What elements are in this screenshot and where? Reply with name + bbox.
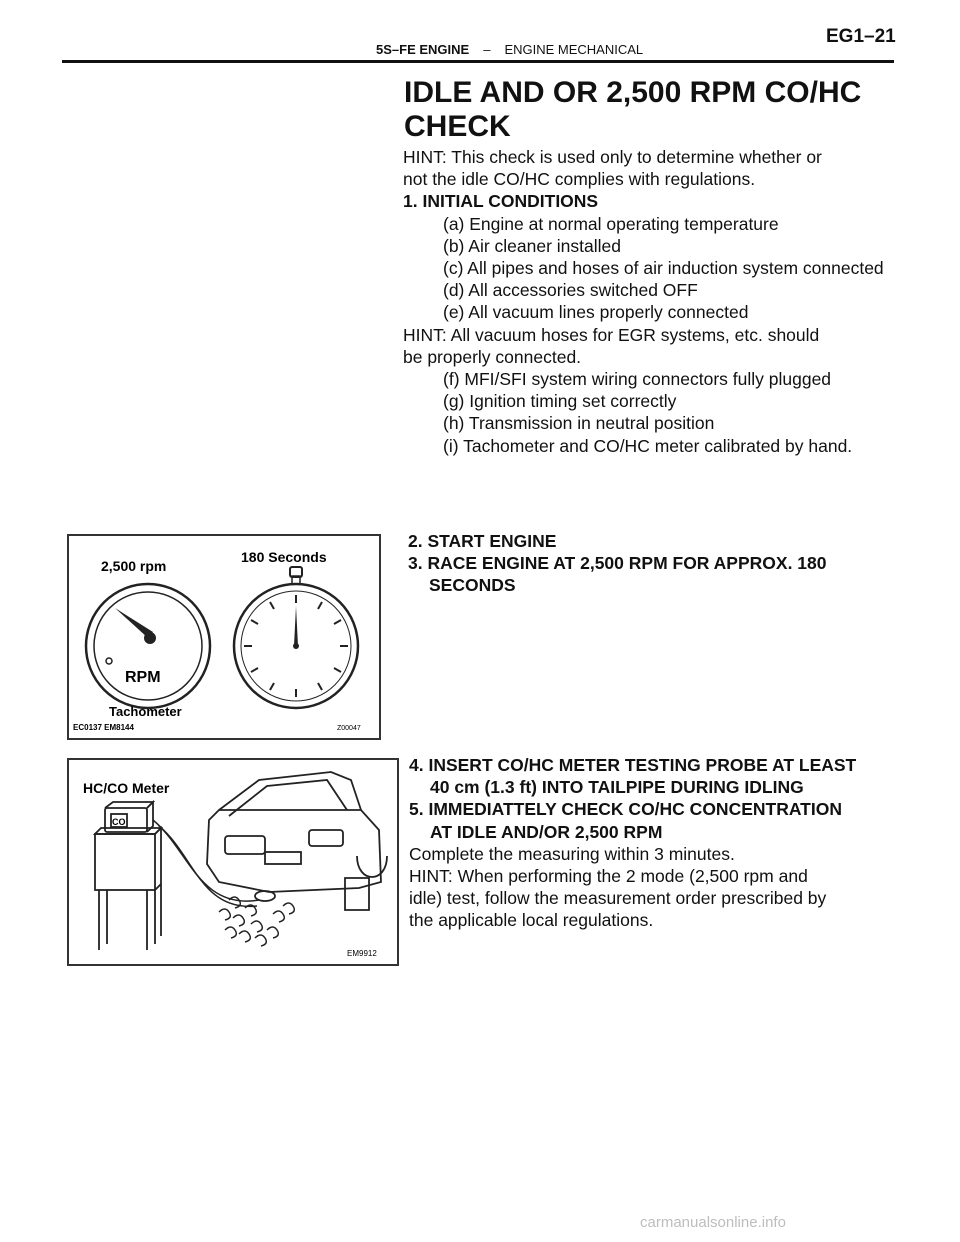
footer-watermark: carmanualsonline.info [640, 1214, 786, 1231]
meter-stand-icon [95, 802, 161, 950]
seconds-label: 180 Seconds [241, 549, 327, 565]
meter-face-label: CO [112, 817, 126, 827]
text-line: the applicable local regulations. [409, 910, 654, 931]
text-line: not the idle CO/HC complies with regulations. [403, 169, 756, 190]
section-start-engine [408, 530, 827, 597]
header-engine: 5S–FE ENGINE [376, 42, 470, 57]
figure2-code: EM9912 [347, 949, 377, 958]
text-line: 2. START ENGINE [408, 531, 557, 551]
page-title: IDLE AND OR 2,500 RPM CO/HC CHECK [404, 76, 862, 143]
text-line: 1. INITIAL CONDITIONS [403, 191, 599, 212]
header-separator: – [483, 42, 491, 57]
text-line: (d) All accessories switched OFF [443, 280, 698, 301]
text-line: (a) Engine at normal operating temperature [443, 213, 779, 234]
running-header [376, 42, 643, 57]
text-line: (f) MFI/SFI system wiring connectors fully plugged [443, 369, 832, 390]
text-line: SECONDS [429, 575, 516, 596]
text-line: 5. IMMEDIATTELY CHECK CO/HC CONCENTRATION [409, 799, 842, 820]
car-rear-icon [207, 772, 387, 910]
text-line: (g) Ignition timing set correctly [443, 391, 677, 412]
text-line: (h) Transmission in neutral position [443, 413, 715, 434]
dial-label: RPM [125, 669, 161, 686]
text-line: (c) All pipes and hoses of air induction system connected [443, 258, 884, 279]
text-line: 40 cm (1.3 ft) INTO TAILPIPE DURING IDLING [430, 777, 804, 798]
text-line: HINT: When performing the 2 mode (2,500 rpm and [409, 866, 808, 887]
section-co-hc-check [409, 754, 856, 932]
stopwatch-icon [234, 567, 358, 708]
tachometer-gauge-icon [86, 584, 210, 708]
header-rule [62, 60, 894, 63]
figure1-code-left: EC0137 EM8144 [73, 723, 134, 732]
tachometer-label: Tachometer [109, 704, 182, 719]
meter-label: HC/CO Meter [83, 780, 170, 796]
figure-hc-co-meter [67, 758, 399, 966]
exhaust-puffs-icon [219, 897, 294, 946]
header-section: ENGINE MECHANICAL [504, 42, 644, 57]
text-line: (i) Tachometer and CO/HC meter calibrated by hand. [443, 435, 853, 456]
text-line: 4. INSERT CO/HC METER TESTING PROBE AT LEAST [409, 755, 857, 775]
probe-hose-icon [153, 820, 259, 906]
text-line: HINT: This check is used only to determine whether or [403, 147, 822, 167]
text-line: HINT: All vacuum hoses for EGR systems, etc. should [403, 324, 820, 345]
page-code: EG1–21 [826, 26, 896, 47]
figure1-code-right: Z00047 [337, 725, 361, 732]
text-line: (b) Air cleaner installed [443, 235, 621, 256]
text-line: AT IDLE AND/OR 2,500 RPM [430, 821, 663, 842]
rpm-label: 2,500 rpm [101, 558, 167, 574]
text-line: be properly connected. [403, 346, 582, 367]
figure-tachometer-stopwatch [67, 534, 381, 740]
text-line: Complete the measuring within 3 minutes. [409, 843, 735, 864]
text-line: idle) test, follow the measurement order prescribed by [409, 888, 827, 909]
text-line: 3. RACE ENGINE AT 2,500 RPM FOR APPROX. 180 [408, 553, 827, 574]
text-line: (e) All vacuum lines properly connected [443, 302, 749, 323]
section-initial-conditions [403, 146, 884, 457]
